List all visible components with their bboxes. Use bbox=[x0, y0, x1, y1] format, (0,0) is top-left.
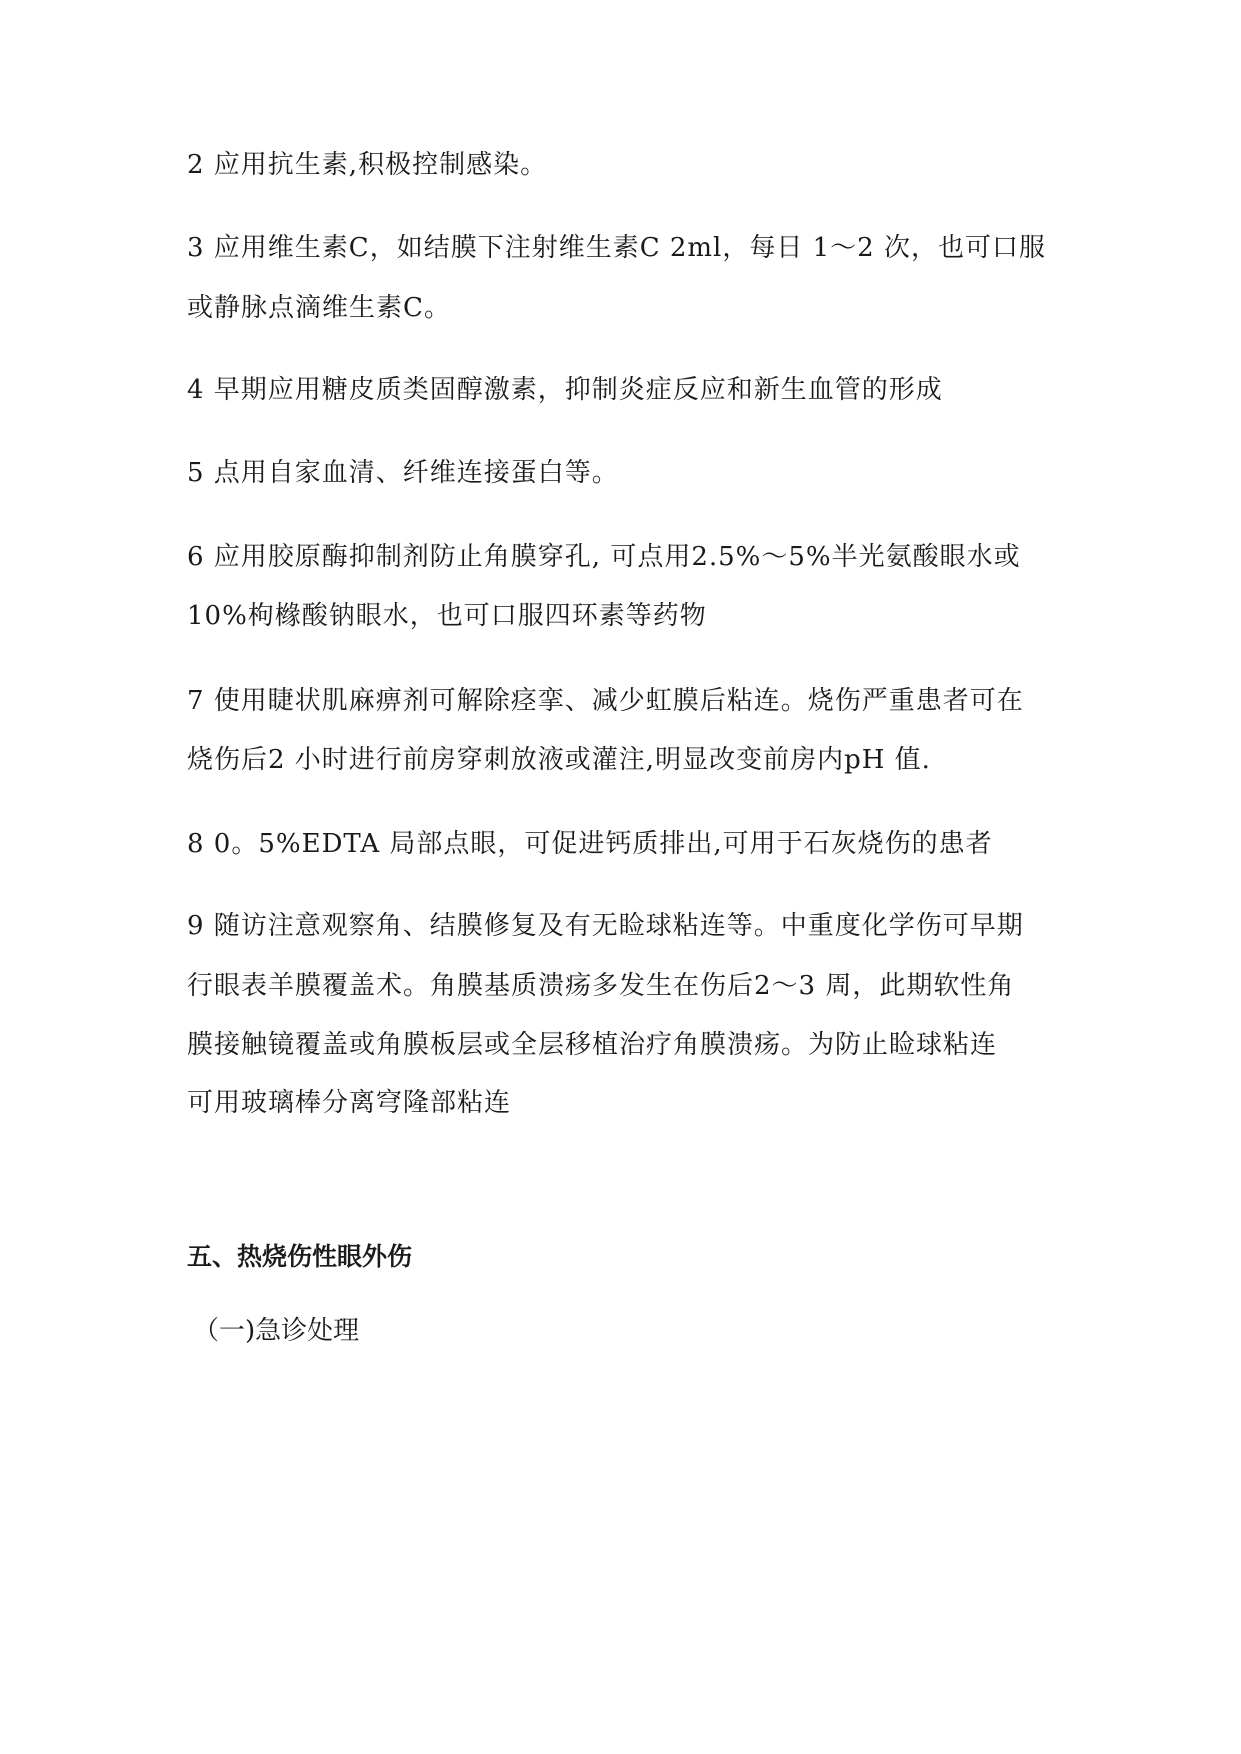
paragraph-item-9-line-4: 可用玻璃棒分离穹隆部粘连 bbox=[187, 1088, 512, 1118]
section-subheading: （一)急诊处理 bbox=[193, 1316, 360, 1346]
paragraph-item-6-line-1: 6 应用胶原酶抑制剂防止角膜穿孔, 可点用2.5%～5%半光氨酸眼水或 bbox=[187, 542, 1021, 572]
paragraph-item-5: 5 点用自家血清、纤维连接蛋白等。 bbox=[187, 458, 619, 488]
paragraph-item-3-line-1: 3 应用维生素C，如结膜下注射维生素C 2ml，每日 1～2 次，也可口服 bbox=[187, 233, 1046, 263]
paragraph-item-8: 8 0。5%EDTA 局部点眼，可促进钙质排出,可用于石灰烧伤的患者 bbox=[187, 829, 993, 859]
paragraph-item-6-line-2: 10%枸橼酸钠眼水，也可口服四环素等药物 bbox=[187, 601, 707, 631]
paragraph-item-9-line-3: 膜接触镜覆盖或角膜板层或全层移植治疗角膜溃疡。为防止睑球粘连 bbox=[187, 1030, 998, 1060]
section-heading: 五、热烧伤性眼外伤 bbox=[187, 1242, 413, 1271]
paragraph-item-3-line-2: 或静脉点滴维生素C。 bbox=[187, 293, 451, 323]
paragraph-item-7-line-1: 7 使用睫状肌麻痹剂可解除痉挛、减少虹膜后粘连。烧伤严重患者可在 bbox=[187, 686, 1024, 716]
paragraph-item-9-line-2: 行眼表羊膜覆盖术。角膜基质溃疡多发生在伤后2～3 周，此期软性角 bbox=[187, 971, 1015, 1001]
paragraph-item-7-line-2: 烧伤后2 小时进行前房穿刺放液或灌注,明显改变前房内pH 值. bbox=[187, 745, 931, 775]
paragraph-item-4: 4 早期应用糖皮质类固醇激素，抑制炎症反应和新生血管的形成 bbox=[187, 375, 943, 405]
paragraph-item-9-line-1: 9 随访注意观察角、结膜修复及有无睑球粘连等。中重度化学伤可早期 bbox=[187, 911, 1024, 941]
paragraph-item-2: 2 应用抗生素,积极控制感染。 bbox=[187, 150, 548, 180]
